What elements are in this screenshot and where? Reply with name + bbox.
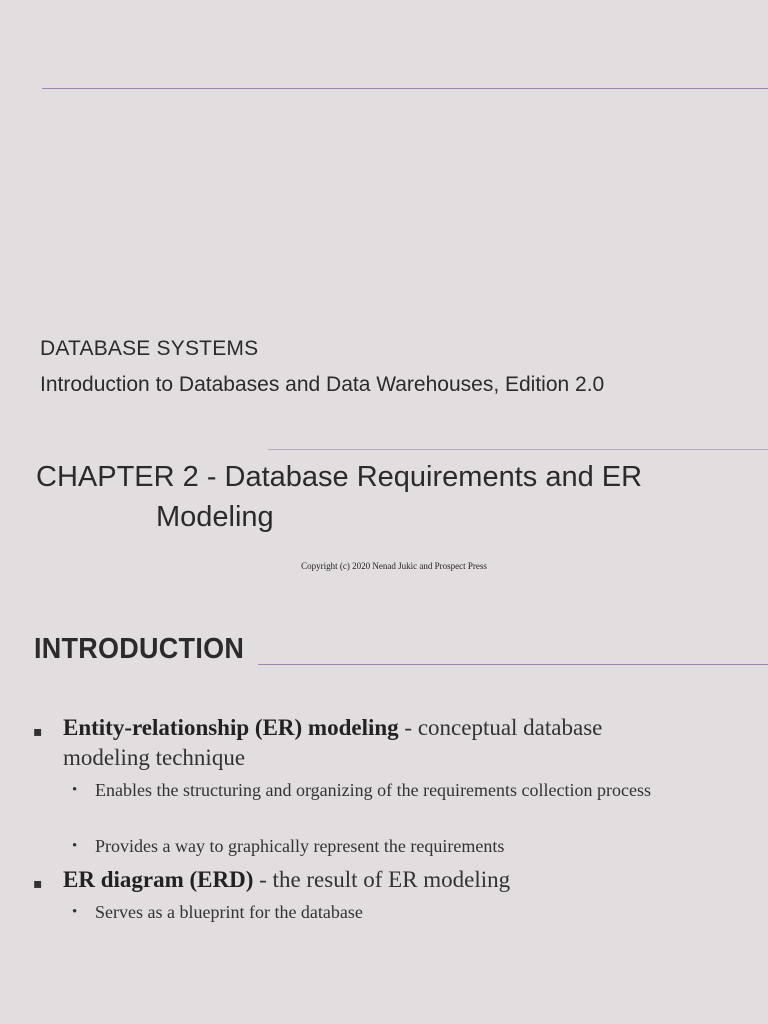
top-divider-line <box>42 88 768 89</box>
list-item <box>33 865 693 895</box>
chapter-title-line1: CHAPTER 2 - Database Requirements and ER <box>36 461 643 493</box>
square-bullet-icon: ▪ <box>33 724 43 740</box>
sub-bullet-text: Serves as a blueprint for the database <box>95 902 363 922</box>
section-heading: INTRODUCTION <box>34 633 245 665</box>
list-item <box>72 900 712 925</box>
chapter-title-line2: Modeling <box>156 501 274 533</box>
bullet-term: ER diagram (ERD) <box>63 867 254 892</box>
square-bullet-icon: ▪ <box>33 876 43 892</box>
copyright-notice: Copyright (c) 2020 Nenad Jukic and Prospect Press <box>301 561 487 571</box>
bullet-term: Entity-relationship (ER) modeling <box>63 715 399 740</box>
list-item <box>72 834 712 859</box>
dot-bullet-icon: • <box>72 782 78 798</box>
sub-bullet-text: Enables the structuring and organizing of the requirements collection process <box>95 780 651 800</box>
heading-divider-line <box>258 664 768 665</box>
book-subtitle: Introduction to Databases and Data Warehouses, Edition 2.0 <box>40 373 605 396</box>
bullet-text: - conceptual database modeling technique <box>63 715 603 770</box>
book-title: DATABASE SYSTEMS <box>40 337 259 360</box>
dot-bullet-icon: • <box>72 838 78 854</box>
list-item <box>33 713 693 773</box>
title-divider-line <box>268 449 768 450</box>
dot-bullet-icon: • <box>72 904 78 920</box>
list-item <box>72 778 712 803</box>
bullet-text: - the result of ER modeling <box>253 867 511 892</box>
sub-bullet-text: Provides a way to graphically represent the requirements <box>95 836 505 856</box>
chapter-title <box>36 457 736 537</box>
